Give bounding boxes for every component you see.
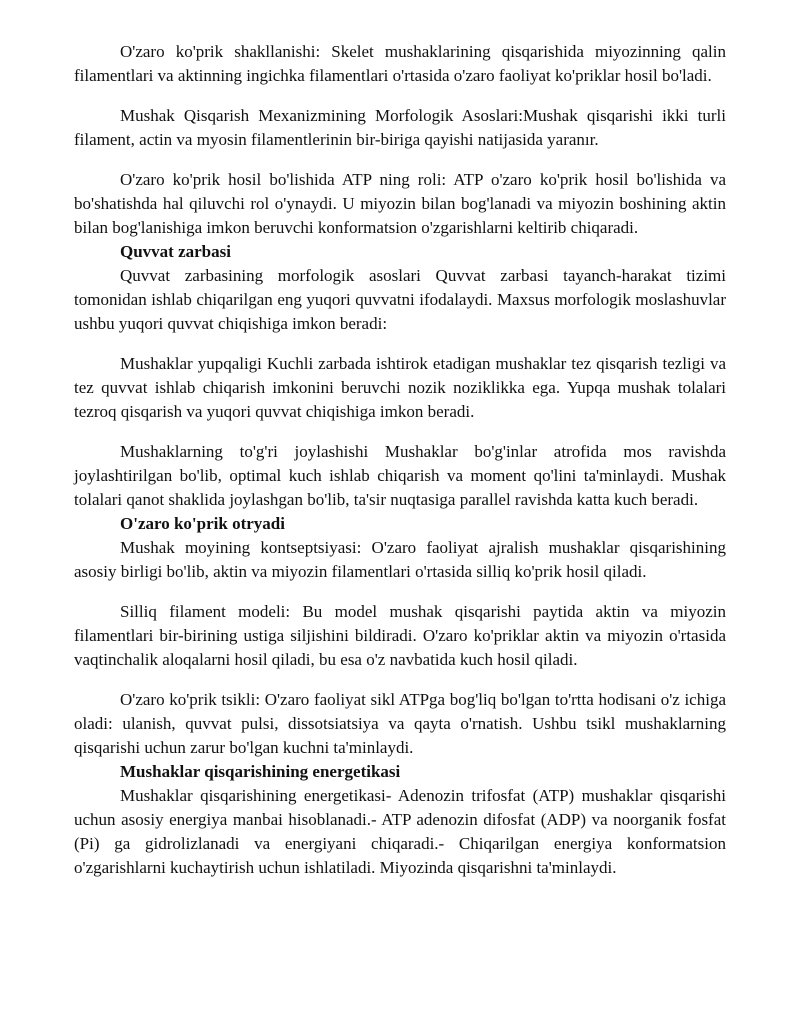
paragraph-sliding-filament-model: Silliq filament modeli: Bu model mushak qisqarishi paytida aktin va miyozin filamentlari bir-birining ustiga siljishini bildiradi. O'zaro ko'priklar aktin va miyozin o'rtasida vaqtinchalik aloqalarni hosil qiladi, bu esa o'z navbatida kuch hosil qiladi. — [74, 602, 726, 669]
heading-cross-bridge-detachment: O'zaro ko'prik otryadi — [120, 514, 285, 533]
heading-contraction-energetics: Mushaklar qisqarishining energetikasi — [120, 762, 401, 781]
paragraph-muscle-thinness: Mushaklar yupqaligi Kuchli zarbada ishtirok etadigan mushaklar tez qisqarish tezligi va tez quvvat ishlab chiqarish imkonini beruvchi nozik noziklikka ega. Yupqa mushak tolalari tezroq qisqarish va yuqori quvvat chiqishiga imkon beradi. — [74, 354, 726, 421]
document-page — [74, 40, 726, 880]
paragraph-cross-bridge-formation: O'zaro ko'prik shakllanishi: Skelet mushaklarining qisqarishida miyozinning qalin filamentlari va aktinning ingichka filamentlari o'rtasida o'zaro faoliyat ko'priklar hosil bo'ladi. — [74, 42, 726, 85]
paragraph-contraction-mechanism: Mushak Qisqarish Mexanizmining Morfologik Asoslari:Mushak qisqarishi ikki turli filament, actin va myosin filamentlerinin bir-biriga qayishi natijasida yaranır. — [74, 106, 726, 149]
paragraph-cross-bridge-concept: Mushak moyining kontseptsiyasi: O'zaro faoliyat ajralish mushaklar qisqarishining asosiy birligi bo'lib, aktin va miyozin filamentlari o'rtasida silliq ko'prik hosil qiladi. — [74, 538, 726, 581]
paragraph-contraction-energetics: Mushaklar qisqarishining energetikasi- Adenozin trifosfat (ATP) mushaklar qisqarishi uchun asosiy energiya manbai hisoblanadi.- ATP adenozin difosfat (ADP) va noorganik fosfat (Pi) ga gidrolizlanadi va energiyani chiqaradi.- Chiqarilgan energiya konformatsion o'zgarishlarni kuchaytirish uchun ishlatiladi. Miyozinda qisqarishni ta'minlaydi. — [74, 786, 726, 877]
paragraph-power-stroke-basis: Quvvat zarbasining morfologik asoslari Quvvat zarbasi tayanch-harakat tizimi tomonidan ishlab chiqarilgan eng yuqori quvvatni ifodalaydi. Maxsus morfologik moslashuvlar ushbu yuqori quvvat chiqishiga imkon beradi: — [74, 266, 726, 333]
paragraph-cross-bridge-cycle: O'zaro ko'prik tsikli: O'zaro faoliyat sikl ATPga bog'liq bo'lgan to'rtta hodisani o'z ichiga oladi: ulanish, quvvat pulsi, dissotsiatsiya va qayta o'rnatish. Ushbu tsikl mushaklarning qisqarishi uchun zarur bo'lgan kuchni ta'minlaydi. — [74, 690, 726, 757]
paragraph-muscle-arrangement: Mushaklarning to'g'ri joylashishi Mushaklar bo'g'inlar atrofida mos ravishda joylashtirilgan bo'lib, optimal kuch ishlab chiqarish va moment qo'lini ta'minlaydi. Mushak tolalari qanot shaklida joylashgan bo'lib, ta'sir nuqtasiga parallel ravishda katta kuch beradi. — [74, 442, 726, 509]
heading-power-stroke: Quvvat zarbasi — [120, 242, 231, 261]
paragraph-atp-role: O'zaro ko'prik hosil bo'lishida ATP ning roli: ATP o'zaro ko'prik hosil bo'lishida va bo'shatishda hal qiluvchi rol o'ynaydi. U miyozin bilan bog'lanadi va miyozin boshining aktin bilan bog'lanishiga imkon beruvchi konformatsion o'zgarishlarni keltirib chiqaradi. — [74, 170, 726, 237]
